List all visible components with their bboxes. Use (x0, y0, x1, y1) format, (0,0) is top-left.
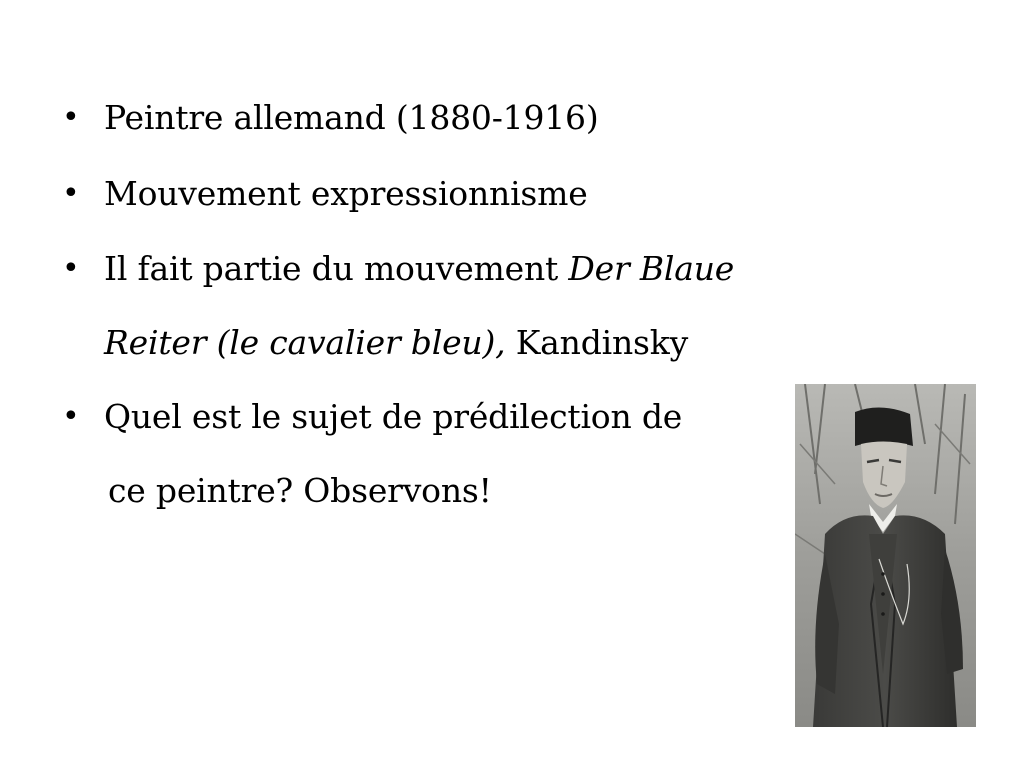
bullet-item (62, 380, 802, 528)
bullet-marker: • (62, 176, 80, 211)
bullet-text-line (104, 232, 802, 306)
bullet-text: Mouvement expressionnisme (104, 174, 588, 213)
bullet-item (62, 80, 802, 156)
bullet-text: Quel est le sujet de prédilection de (104, 397, 683, 436)
bullet-text: Il fait partie du mouvement (104, 249, 569, 288)
bullet-item (62, 232, 802, 380)
bullet-text: Kandinsky (505, 323, 689, 362)
bullet-text: ce peintre? Observons! (108, 471, 492, 510)
bullet-text: Peintre allemand (1880-1916) (104, 98, 599, 137)
bullet-marker: • (62, 399, 80, 434)
bullet-marker: • (62, 251, 80, 286)
bullet-marker: • (62, 100, 80, 135)
bullet-item (62, 156, 802, 232)
portrait-photo (795, 384, 976, 727)
bullet-text-italic: Der Blaue (568, 249, 735, 288)
bullet-list (62, 80, 802, 528)
bullet-text-italic: Reiter (le cavalier bleu), (104, 323, 506, 362)
bullet-text-line (104, 306, 802, 380)
